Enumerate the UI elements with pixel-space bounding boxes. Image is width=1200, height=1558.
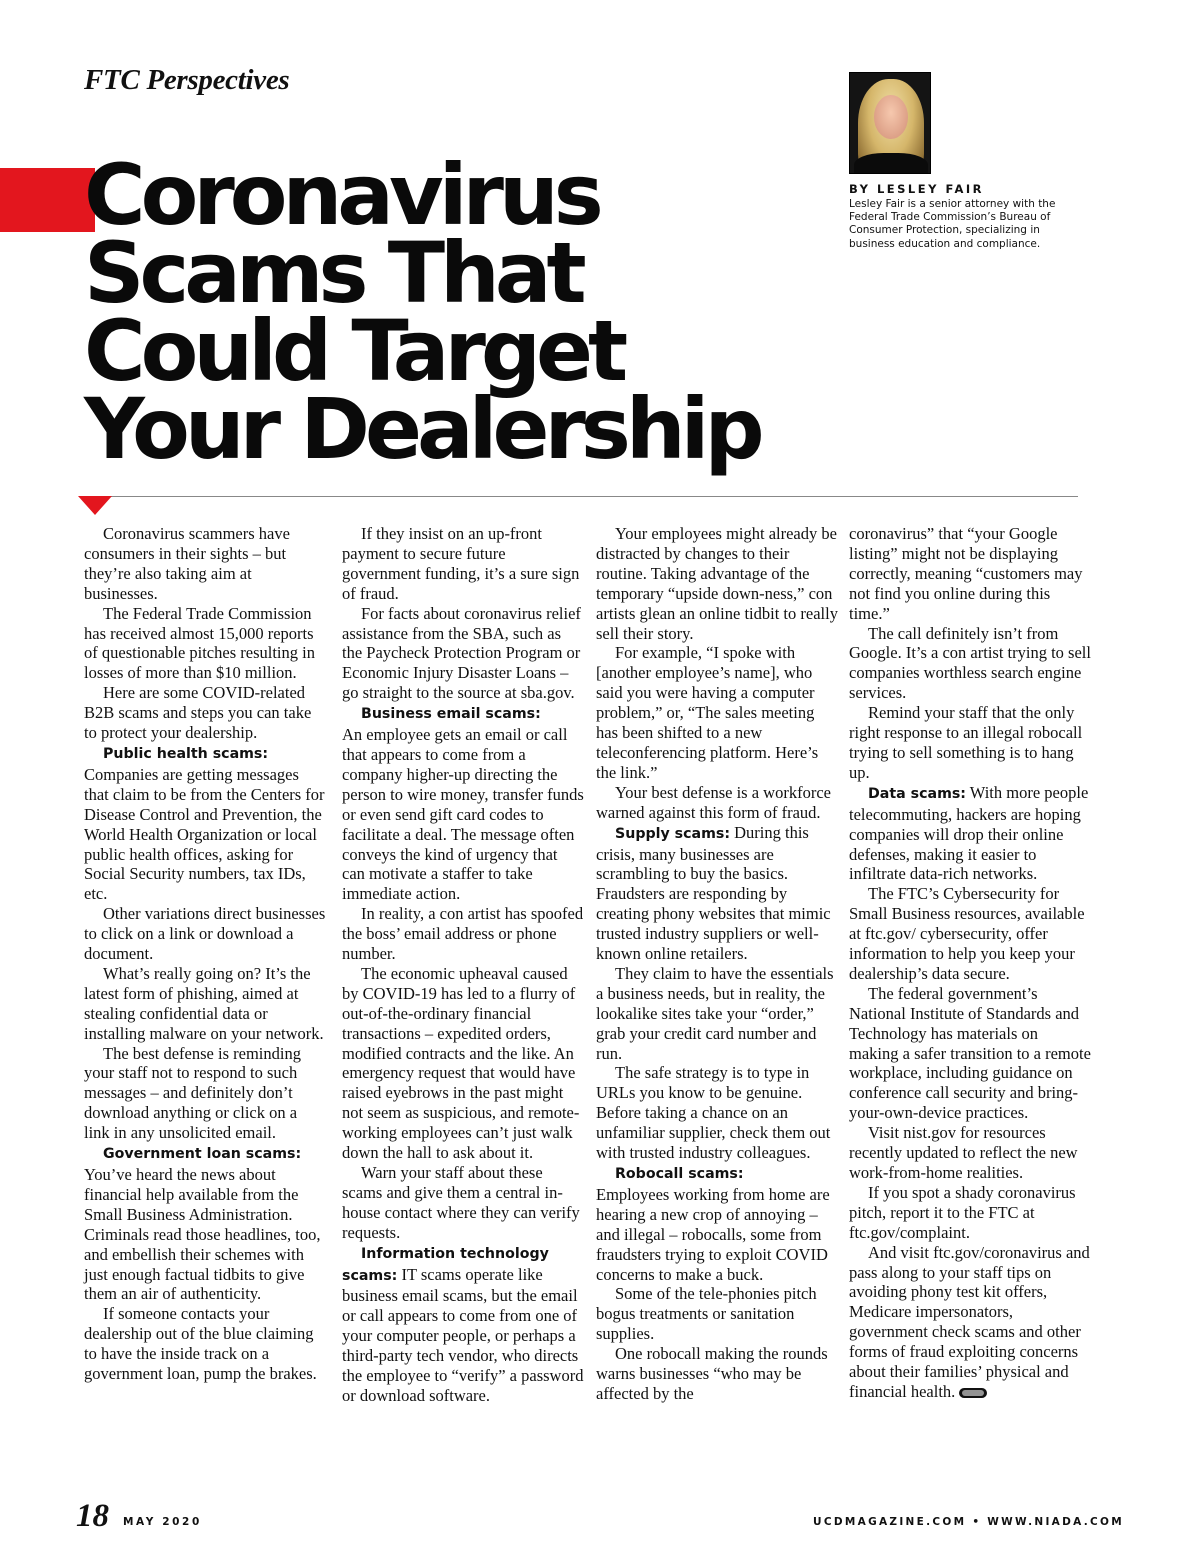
headline-line: Coronavirus <box>84 146 599 244</box>
paragraph-text: The economic upheaval caused by COVID-19 has led to a flurry of out-of-the-ordinary financial transactions – expedited orders, modified contracts and the like. An emergency request that would have raised eyebrows in the past might not seem as suspicious, and remote-working employees can’t just walk down the hall to ask about it. <box>342 963 580 1163</box>
body-paragraph <box>596 643 838 782</box>
paragraph-text: The federal government’s National Institute of Standards and Technology has materials on making a safer transition to a remote workplace, including guidance on conference call security and bring-your-own-device practices. <box>849 983 1091 1123</box>
subhead: Robocall scams: <box>615 1166 744 1182</box>
body-paragraph <box>84 604 326 684</box>
paragraph-text: Remind your staff that the only right response to an illegal robocall trying to sell something is to hang up. <box>849 703 1083 782</box>
paragraph-text: And visit ftc.gov/coronavirus and pass along to your staff tips on avoiding phony test kit offers, Medicare impersonators, government check scams and other forms of fraud exploiting concerns about their families’ physical and financial health. <box>849 1242 1090 1401</box>
body-paragraph <box>342 964 584 1163</box>
paragraph-text: Coronavirus scammers have consumers in their sights – but they’re also taking aim at businesses. <box>84 524 290 603</box>
body-paragraph <box>84 524 326 604</box>
body-paragraph <box>342 904 584 964</box>
subhead-paragraph <box>84 1143 326 1165</box>
body-paragraph <box>849 703 1091 783</box>
body-paragraph <box>84 1044 326 1144</box>
body-paragraph <box>84 765 326 904</box>
red-triangle-marker <box>78 496 112 515</box>
author-photo-face <box>874 95 908 139</box>
paragraph-text: You’ve heard the news about financial help available from the Small Business Administration. Criminals read those headlines, too, and embellish their schemes with just enough factual tidbits to give them an air of authenticity. <box>84 1165 321 1304</box>
paragraph-text: Companies are getting messages that claim to be from the Centers for Disease Control and Prevention, the World Health Organization or local public health offices, asking for Social Security numbers, tax IDs, etc. <box>84 764 325 904</box>
article-column-1 <box>84 524 326 1384</box>
issue-date: MAY 2020 <box>123 1516 202 1528</box>
subhead-paragraph <box>596 823 838 964</box>
paragraph-text: During this crisis, many businesses are scrambling to buy the basics. Fraudsters are responding by creating phony websites that mimic trusted industry suppliers or well-known online retailers. <box>596 822 831 964</box>
body-paragraph <box>849 1123 1091 1183</box>
body-paragraph <box>849 1243 1091 1402</box>
body-paragraph <box>342 524 584 604</box>
paragraph-text: Some of the tele-phonies pitch bogus treatments or sanitation supplies. <box>596 1284 817 1344</box>
section-label: FTC Perspectives <box>84 64 290 96</box>
body-paragraph <box>84 1304 326 1384</box>
body-paragraph <box>596 1344 838 1404</box>
paragraph-text: Your best defense is a workforce warned against this form of fraud. <box>596 782 831 822</box>
paragraph-text: With more people telecommuting, hackers are hoping companies will drop their online defenses, making it easier to infiltrate data-rich networks. <box>849 782 1089 884</box>
body-paragraph <box>84 683 326 743</box>
paragraph-text: They claim to have the essentials a business needs, but in reality, the lookalike sites take your “order,” grab your credit card number and run. <box>596 963 834 1063</box>
paragraph-text: Warn your staff about these scams and give them a central in-house contact where they can verify requests. <box>342 1163 580 1242</box>
subhead: Government loan scams: <box>103 1146 302 1163</box>
paragraph-text: The Federal Trade Commission has received almost 15,000 reports of questionable pitches resulting in losses of more than $10 million. <box>84 603 315 683</box>
author-photo <box>849 72 931 174</box>
paragraph-text: Your employees might already be distracted by changes to their routine. Taking advantage of the temporary “upside down-ness,” con artists glean an online tidbit to really sell their story. <box>596 524 838 643</box>
body-paragraph <box>849 524 1091 624</box>
article-column-4 <box>849 524 1091 1402</box>
page-number: 18 <box>76 1498 109 1534</box>
paragraph-text: The safe strategy is to type in URLs you know to be genuine. Before taking a chance on an unfamiliar supplier, check them out with trusted industry colleagues. <box>596 1063 831 1163</box>
niada-end-mark-icon <box>959 1388 987 1398</box>
body-paragraph <box>342 604 584 704</box>
body-paragraph <box>596 1063 838 1163</box>
subhead: Data scams: <box>868 785 966 802</box>
subhead-paragraph <box>84 743 326 765</box>
paragraph-text: If someone contacts your dealership out of the blue claiming to have the inside track on a government loan, pump the brakes. <box>84 1304 317 1384</box>
body-paragraph <box>849 1183 1091 1243</box>
paragraph-text: In reality, a con artist has spoofed the boss’ email address or phone number. <box>342 904 584 964</box>
body-paragraph <box>596 1284 838 1344</box>
headline-line: Scams That <box>84 224 582 322</box>
paragraph-text: Here are some COVID-related B2B scams and steps you can take to protect your dealership. <box>84 683 312 743</box>
body-paragraph <box>84 964 326 1044</box>
paragraph-text: Visit nist.gov for resources recently updated to reflect the new work-from-home realities. <box>849 1123 1078 1182</box>
subhead: Supply scams: <box>615 825 731 842</box>
body-paragraph <box>342 1163 584 1243</box>
paragraph-text: The FTC’s Cybersecurity for Small Business resources, available at ftc.gov/ cybersecurity, offer information to help you keep your dealership’s data secure. <box>849 884 1085 983</box>
footer-websites: UCDMAGAZINE.COM • WWW.NIADA.COM <box>813 1516 1124 1528</box>
byline: BY LESLEY FAIR <box>849 182 985 196</box>
author-photo-shoulders <box>854 153 928 174</box>
body-paragraph <box>84 1165 326 1304</box>
paragraph-text: What’s really going on? It’s the latest form of phishing, aimed at stealing confidential data or installing malware on your network. <box>84 963 324 1043</box>
author-bio: Lesley Fair is a senior attorney with the Federal Trade Commission’s Bureau of Consumer Protection, specializing in business education and compliance. <box>849 198 1056 250</box>
body-paragraph <box>596 524 838 643</box>
subhead: Information technology scams: <box>342 1245 549 1284</box>
article-column-3 <box>596 524 838 1404</box>
paragraph-text: For example, “I spoke with [another employee’s name], who said you were having a computer problem,” or, “The sales meeting has been shifted to a new teleconferencing platform. Here’s the link.” <box>596 643 819 782</box>
subhead: Public health scams: <box>103 745 269 762</box>
body-paragraph <box>596 964 838 1064</box>
paragraph-text: The call definitely isn’t from Google. It’s a con artist trying to sell companies worthless search engine services. <box>849 623 1091 703</box>
headline-line: Could Target <box>84 302 624 400</box>
paragraph-text: An employee gets an email or call that appears to come from a company higher-up directing the person to wire money, transfer funds or even send gift card codes to facilitate a deal. The message often conveys the kind of urgency that can motivate a staffer to take immediate action. <box>342 725 584 904</box>
paragraph-text: If they insist on an up-front payment to secure future government funding, it’s a sure sign of fraud. <box>342 524 580 603</box>
paragraph-text: IT scams operate like business email scams, but the email or call appears to come from one of your computer people, or perhaps a third-party tech vendor, who directs the employee to “verify” a password or download software. <box>342 1264 584 1405</box>
headline-line: Your Dealership <box>84 380 760 478</box>
body-paragraph <box>849 884 1091 984</box>
paragraph-text: For facts about coronavirus relief assistance from the SBA, such as the Paycheck Protection Program or Economic Injury Disaster Loans – go straight to the source at sba.gov. <box>342 603 581 703</box>
subhead-paragraph <box>596 1163 838 1185</box>
subhead: Business email scams: <box>361 706 541 723</box>
body-paragraph <box>849 624 1091 704</box>
paragraph-text: Employees working from home are hearing a new crop of annoying – and illegal – robocalls, some from fraudsters trying to exploit COVID concerns to make a buck. <box>596 1184 830 1284</box>
body-paragraph <box>596 1185 838 1285</box>
subhead-paragraph <box>342 1243 584 1406</box>
paragraph-text: If you spot a shady coronavirus pitch, report it to the FTC at ftc.gov/complaint. <box>849 1182 1076 1242</box>
subhead-paragraph <box>342 703 584 725</box>
body-paragraph <box>342 725 584 904</box>
paragraph-text: Other variations direct businesses to click on a link or download a document. <box>84 904 326 964</box>
body-paragraph <box>849 984 1091 1123</box>
body-paragraph <box>84 904 326 964</box>
article-column-2 <box>342 524 584 1406</box>
red-accent-bar <box>0 168 95 232</box>
subhead-paragraph <box>849 783 1091 885</box>
paragraph-text: coronavirus” that “your Google listing” might not be displaying correctly, meaning “customers may not find you online during this time.” <box>849 524 1083 623</box>
section-divider <box>105 496 1078 497</box>
headline <box>84 146 804 478</box>
paragraph-text: The best defense is reminding your staff not to respond to such messages – and definitely don’t download anything or click on a link in any unsolicited email. <box>84 1043 301 1143</box>
body-paragraph <box>596 783 838 823</box>
paragraph-text: One robocall making the rounds warns businesses “who may be affected by the <box>596 1344 828 1403</box>
